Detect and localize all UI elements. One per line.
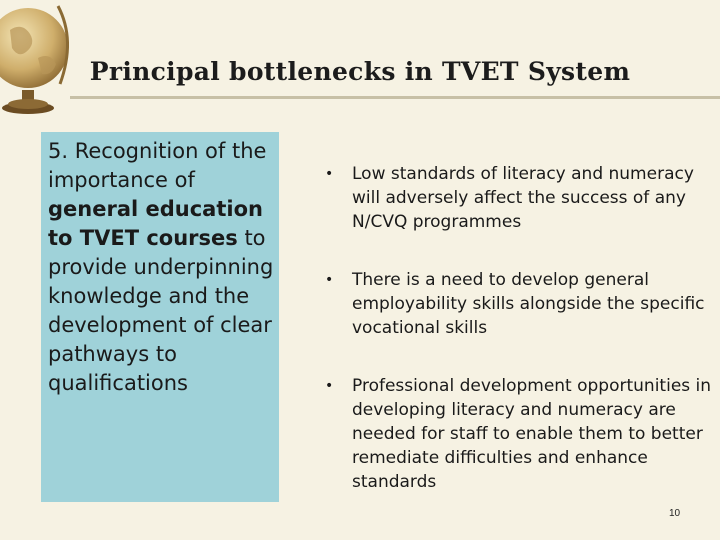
left-text-part2: to provide underpinning knowledge and the development of clear pathways to qualifications xyxy=(48,226,274,395)
bullet-text: Low standards of literacy and numeracy will adversely affect the success of any N/CVQ programmes xyxy=(352,164,694,232)
bullet-dot-icon: • xyxy=(325,378,334,394)
bullet-dot-icon: • xyxy=(325,272,334,288)
left-text-bold: general education to TVET courses xyxy=(48,197,263,250)
bullet-item xyxy=(323,162,718,234)
page-number: 10 xyxy=(669,508,681,519)
title-divider xyxy=(70,96,720,99)
left-panel-text xyxy=(48,137,274,398)
slide-title: Principal bottlenecks in TVET System xyxy=(89,57,631,86)
bullet-text: There is a need to develop general employability skills alongside the specific vocational skills xyxy=(352,270,705,338)
bullet-list xyxy=(323,162,718,528)
left-text-part1: 5. Recognition of the importance of xyxy=(48,139,267,192)
bullet-item xyxy=(323,374,718,494)
bullet-item xyxy=(323,268,718,340)
bullet-dot-icon: • xyxy=(325,166,334,182)
bullet-text: Professional development opportunities in developing literacy and numeracy are needed for staff to enable them to better remediate difficulties and enhance standards xyxy=(352,376,712,492)
